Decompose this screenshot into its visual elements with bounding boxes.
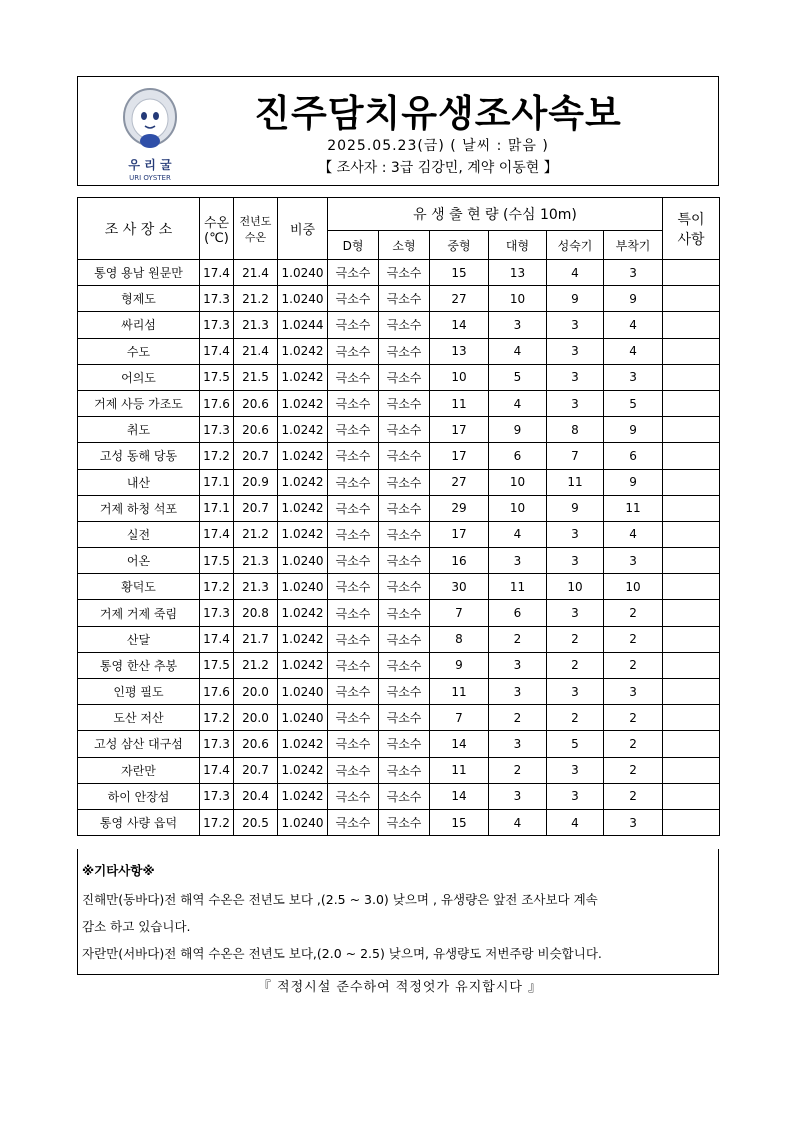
- data-cell: 9: [489, 417, 547, 443]
- data-cell: 3: [547, 679, 604, 705]
- notes-cell: [663, 469, 720, 495]
- data-cell: 극소수: [379, 757, 430, 783]
- data-cell: 극소수: [379, 783, 430, 809]
- notes-line: 자란만(서바다)전 해역 수온은 전년도 보다,(2.0 ~ 2.5) 낮으며, 유생량도 저번주랑 비슷합니다.: [82, 946, 602, 961]
- col-header-density: 비중: [278, 198, 328, 260]
- data-cell: 극소수: [328, 286, 379, 312]
- data-cell: 극소수: [328, 809, 379, 835]
- data-cell: 21.3: [234, 312, 278, 338]
- data-cell: 27: [430, 469, 489, 495]
- data-cell: 2: [604, 731, 663, 757]
- table-row: [78, 783, 720, 809]
- data-cell: 1.0242: [278, 626, 328, 652]
- data-cell: 10: [489, 495, 547, 521]
- data-cell: 11: [489, 574, 547, 600]
- data-cell: 21.3: [234, 548, 278, 574]
- data-cell: 20.7: [234, 443, 278, 469]
- location-cell: 거제 하청 석포: [78, 495, 200, 521]
- data-cell: 1.0242: [278, 495, 328, 521]
- data-cell: 7: [430, 600, 489, 626]
- table-row: [78, 731, 720, 757]
- data-cell: 1.0242: [278, 469, 328, 495]
- data-cell: 2: [547, 652, 604, 678]
- data-cell: 17.3: [200, 731, 234, 757]
- data-cell: 극소수: [379, 338, 430, 364]
- data-cell: 2: [604, 705, 663, 731]
- data-cell: 2: [604, 783, 663, 809]
- data-cell: 극소수: [379, 626, 430, 652]
- notes-cell: [663, 260, 720, 286]
- data-cell: 21.3: [234, 574, 278, 600]
- data-cell: 1.0242: [278, 731, 328, 757]
- notes-cell: [663, 390, 720, 416]
- surveyor-line: 【 조사자 : 3급 김강민, 계약 이동현 】: [318, 160, 558, 176]
- data-cell: 1.0240: [278, 548, 328, 574]
- data-cell: 3: [489, 652, 547, 678]
- data-cell: 20.7: [234, 495, 278, 521]
- data-cell: 17.3: [200, 600, 234, 626]
- col-header-location: 조 사 장 소: [78, 198, 200, 260]
- notes-cell: [663, 679, 720, 705]
- data-cell: 16: [430, 548, 489, 574]
- col-header-temp: 수온 (℃): [200, 198, 234, 260]
- data-cell: 20.9: [234, 469, 278, 495]
- data-cell: 11: [604, 495, 663, 521]
- data-cell: 14: [430, 312, 489, 338]
- data-cell: 17.4: [200, 338, 234, 364]
- table-row: [78, 521, 720, 547]
- data-cell: 1.0242: [278, 338, 328, 364]
- data-cell: 21.4: [234, 260, 278, 286]
- data-cell: 극소수: [379, 417, 430, 443]
- data-cell: 5: [489, 364, 547, 390]
- notes-cell: [663, 600, 720, 626]
- data-cell: 극소수: [379, 469, 430, 495]
- data-cell: 17.5: [200, 548, 234, 574]
- data-cell: 극소수: [379, 731, 430, 757]
- data-cell: 1.0240: [278, 679, 328, 705]
- table-row: [78, 679, 720, 705]
- data-cell: 3: [489, 731, 547, 757]
- location-cell: 산달: [78, 626, 200, 652]
- data-cell: 극소수: [379, 809, 430, 835]
- data-cell: 21.5: [234, 364, 278, 390]
- location-cell: 내산: [78, 469, 200, 495]
- table-row: [78, 417, 720, 443]
- location-cell: 실전: [78, 521, 200, 547]
- col-header-prev-temp: 전년도 수온: [234, 198, 278, 260]
- data-cell: 3: [604, 364, 663, 390]
- data-cell: 3: [604, 548, 663, 574]
- data-cell: 2: [604, 757, 663, 783]
- notes-line: 진해만(동바다)전 해역 수온은 전년도 보다 ,(2.5 ~ 3.0) 낮으며 , 유생량은 앞전 조사보다 계속: [82, 892, 598, 907]
- data-cell: 4: [604, 312, 663, 338]
- table-row: [78, 443, 720, 469]
- col-subheader: 소형: [379, 231, 430, 260]
- location-cell: 자란만: [78, 757, 200, 783]
- data-cell: 17.2: [200, 443, 234, 469]
- location-cell: 도산 저산: [78, 705, 200, 731]
- data-cell: 3: [604, 260, 663, 286]
- data-cell: 14: [430, 783, 489, 809]
- table-row: [78, 469, 720, 495]
- notes-cell: [663, 312, 720, 338]
- data-cell: 3: [604, 679, 663, 705]
- data-cell: 3: [489, 312, 547, 338]
- location-cell: 통영 용남 원문만: [78, 260, 200, 286]
- data-cell: 10: [604, 574, 663, 600]
- data-cell: 17.6: [200, 679, 234, 705]
- data-cell: 극소수: [328, 338, 379, 364]
- table-row: [78, 364, 720, 390]
- uri-oyster-logo: [110, 83, 190, 183]
- notes-cell: [663, 652, 720, 678]
- col-header-notes: 특이 사항: [663, 198, 720, 260]
- data-cell: 20.0: [234, 679, 278, 705]
- data-cell: 8: [430, 626, 489, 652]
- data-cell: 4: [547, 260, 604, 286]
- data-cell: 극소수: [379, 521, 430, 547]
- data-cell: 17: [430, 417, 489, 443]
- data-cell: 3: [489, 679, 547, 705]
- table-row: [78, 574, 720, 600]
- data-cell: 1.0242: [278, 652, 328, 678]
- notes-cell: [663, 548, 720, 574]
- data-cell: 8: [547, 417, 604, 443]
- data-cell: 17.1: [200, 495, 234, 521]
- data-cell: 17.5: [200, 652, 234, 678]
- data-cell: 극소수: [328, 705, 379, 731]
- data-cell: 극소수: [379, 260, 430, 286]
- data-cell: 1.0242: [278, 390, 328, 416]
- data-cell: 3: [547, 548, 604, 574]
- location-cell: 거제 사등 가조도: [78, 390, 200, 416]
- data-cell: 17.3: [200, 783, 234, 809]
- table-row: [78, 390, 720, 416]
- data-cell: 2: [604, 626, 663, 652]
- data-cell: 20.8: [234, 600, 278, 626]
- data-cell: 1.0240: [278, 574, 328, 600]
- data-cell: 1.0242: [278, 364, 328, 390]
- data-cell: 3: [604, 809, 663, 835]
- data-cell: 9: [604, 286, 663, 312]
- data-cell: 3: [547, 757, 604, 783]
- data-cell: 2: [489, 757, 547, 783]
- data-cell: 1.0242: [278, 417, 328, 443]
- data-cell: 15: [430, 809, 489, 835]
- col-subheader: 부착기: [604, 231, 663, 260]
- data-cell: 4: [604, 521, 663, 547]
- location-cell: 취도: [78, 417, 200, 443]
- data-cell: 17.4: [200, 757, 234, 783]
- data-cell: 13: [430, 338, 489, 364]
- data-cell: 1.0240: [278, 809, 328, 835]
- col-subheader: D형: [328, 231, 379, 260]
- data-cell: 10: [547, 574, 604, 600]
- notes-section: [77, 849, 719, 975]
- data-cell: 극소수: [328, 469, 379, 495]
- data-cell: 2: [604, 600, 663, 626]
- notes-cell: [663, 521, 720, 547]
- data-cell: 6: [489, 600, 547, 626]
- table-row: [78, 652, 720, 678]
- data-cell: 17.4: [200, 521, 234, 547]
- data-cell: 20.6: [234, 417, 278, 443]
- data-cell: 극소수: [379, 495, 430, 521]
- data-cell: 2: [547, 626, 604, 652]
- notes-cell: [663, 705, 720, 731]
- data-cell: 4: [604, 338, 663, 364]
- data-cell: 21.7: [234, 626, 278, 652]
- data-cell: 1.0242: [278, 443, 328, 469]
- table-row: [78, 312, 720, 338]
- data-cell: 5: [547, 731, 604, 757]
- data-cell: 극소수: [328, 679, 379, 705]
- location-cell: 하이 안장섬: [78, 783, 200, 809]
- location-cell: 수도: [78, 338, 200, 364]
- data-cell: 극소수: [328, 626, 379, 652]
- notes-heading: ※기타사항※: [82, 863, 155, 878]
- data-cell: 15: [430, 260, 489, 286]
- data-cell: 극소수: [328, 521, 379, 547]
- data-cell: 6: [604, 443, 663, 469]
- data-cell: 29: [430, 495, 489, 521]
- data-cell: 극소수: [328, 417, 379, 443]
- data-cell: 1.0240: [278, 260, 328, 286]
- data-cell: 7: [430, 705, 489, 731]
- data-cell: 2: [489, 626, 547, 652]
- table-row: [78, 757, 720, 783]
- table-row: [78, 600, 720, 626]
- data-cell: 극소수: [328, 652, 379, 678]
- data-cell: 1.0242: [278, 783, 328, 809]
- data-cell: 17.4: [200, 260, 234, 286]
- data-cell: 20.6: [234, 731, 278, 757]
- data-cell: 17.1: [200, 469, 234, 495]
- data-cell: 9: [547, 286, 604, 312]
- location-cell: 통영 한산 추봉: [78, 652, 200, 678]
- notes-cell: [663, 338, 720, 364]
- data-cell: 2: [547, 705, 604, 731]
- footer-slogan: 『 적정시설 준수하여 적정엇가 유지합시다 』: [257, 980, 543, 995]
- data-cell: 극소수: [328, 600, 379, 626]
- data-cell: 10: [489, 469, 547, 495]
- data-cell: 13: [489, 260, 547, 286]
- notes-cell: [663, 626, 720, 652]
- data-cell: 17.5: [200, 364, 234, 390]
- larvae-survey-table: [77, 197, 720, 836]
- data-cell: 극소수: [328, 260, 379, 286]
- location-cell: 어온: [78, 548, 200, 574]
- data-cell: 17: [430, 443, 489, 469]
- data-cell: 극소수: [379, 705, 430, 731]
- data-cell: 1.0240: [278, 286, 328, 312]
- location-cell: 통영 사량 읍덕: [78, 809, 200, 835]
- col-subheader: 성숙기: [547, 231, 604, 260]
- data-cell: 20.6: [234, 390, 278, 416]
- data-cell: 5: [604, 390, 663, 416]
- table-row: [78, 338, 720, 364]
- notes-cell: [663, 757, 720, 783]
- data-cell: 17.6: [200, 390, 234, 416]
- col-subheader: 대형: [489, 231, 547, 260]
- data-cell: 3: [489, 548, 547, 574]
- data-cell: 1.0242: [278, 600, 328, 626]
- notes-cell: [663, 783, 720, 809]
- data-cell: 극소수: [328, 495, 379, 521]
- location-cell: 어의도: [78, 364, 200, 390]
- table-row: [78, 626, 720, 652]
- data-cell: 20.4: [234, 783, 278, 809]
- data-cell: 3: [547, 600, 604, 626]
- location-cell: 고성 동해 당동: [78, 443, 200, 469]
- data-cell: 3: [547, 521, 604, 547]
- data-cell: 1.0240: [278, 705, 328, 731]
- data-cell: 극소수: [328, 443, 379, 469]
- location-cell: 황덕도: [78, 574, 200, 600]
- data-cell: 4: [547, 809, 604, 835]
- data-cell: 극소수: [379, 548, 430, 574]
- data-cell: 4: [489, 390, 547, 416]
- data-cell: 4: [489, 809, 547, 835]
- notes-line: 감소 하고 있습니다.: [82, 919, 191, 934]
- data-cell: 극소수: [328, 364, 379, 390]
- oyster-mascot-icon: [110, 83, 190, 183]
- data-cell: 극소수: [328, 548, 379, 574]
- table-row: [78, 495, 720, 521]
- data-cell: 3: [547, 312, 604, 338]
- data-cell: 9: [604, 417, 663, 443]
- data-cell: 14: [430, 731, 489, 757]
- data-cell: 극소수: [379, 443, 430, 469]
- data-cell: 극소수: [328, 390, 379, 416]
- data-cell: 6: [489, 443, 547, 469]
- data-cell: 20.5: [234, 809, 278, 835]
- report-header: [77, 76, 719, 186]
- data-cell: 30: [430, 574, 489, 600]
- data-cell: 11: [430, 390, 489, 416]
- page-title: 진주담치유생조사속보: [254, 92, 622, 135]
- data-cell: 극소수: [328, 783, 379, 809]
- data-cell: 극소수: [379, 312, 430, 338]
- data-cell: 21.2: [234, 286, 278, 312]
- data-cell: 극소수: [379, 574, 430, 600]
- notes-cell: [663, 286, 720, 312]
- notes-cell: [663, 731, 720, 757]
- data-cell: 1.0244: [278, 312, 328, 338]
- data-cell: 극소수: [379, 652, 430, 678]
- table-row: [78, 286, 720, 312]
- data-cell: 10: [489, 286, 547, 312]
- location-cell: 고성 삼산 대구섬: [78, 731, 200, 757]
- notes-cell: [663, 417, 720, 443]
- location-cell: 거제 거제 죽림: [78, 600, 200, 626]
- data-cell: 21.2: [234, 652, 278, 678]
- data-cell: 10: [430, 364, 489, 390]
- data-cell: 극소수: [328, 757, 379, 783]
- notes-cell: [663, 574, 720, 600]
- data-cell: 2: [489, 705, 547, 731]
- data-cell: 극소수: [379, 286, 430, 312]
- data-cell: 11: [430, 679, 489, 705]
- data-cell: 21.4: [234, 338, 278, 364]
- table-row: [78, 705, 720, 731]
- data-cell: 3: [547, 783, 604, 809]
- data-cell: 17.3: [200, 417, 234, 443]
- data-cell: 17.2: [200, 705, 234, 731]
- data-cell: 극소수: [328, 731, 379, 757]
- table-row: [78, 260, 720, 286]
- data-cell: 9: [547, 495, 604, 521]
- data-cell: 20.0: [234, 705, 278, 731]
- data-cell: 17.3: [200, 312, 234, 338]
- location-cell: 형제도: [78, 286, 200, 312]
- location-cell: 싸리섬: [78, 312, 200, 338]
- data-cell: 3: [547, 338, 604, 364]
- data-cell: 2: [604, 652, 663, 678]
- data-cell: 1.0242: [278, 757, 328, 783]
- data-cell: 7: [547, 443, 604, 469]
- data-cell: 3: [547, 390, 604, 416]
- data-cell: 11: [547, 469, 604, 495]
- col-header-larvae: 유 생 출 현 량 (수심 10m): [328, 198, 663, 231]
- data-cell: 9: [430, 652, 489, 678]
- svg-text:우 리 굴: 우 리 굴: [128, 158, 172, 172]
- data-cell: 3: [489, 783, 547, 809]
- data-cell: 극소수: [379, 679, 430, 705]
- data-cell: 17.2: [200, 809, 234, 835]
- svg-text:URI OYSTER: URI OYSTER: [129, 174, 171, 182]
- table-row: [78, 548, 720, 574]
- data-cell: 9: [604, 469, 663, 495]
- data-cell: 17: [430, 521, 489, 547]
- col-subheader: 중형: [430, 231, 489, 260]
- notes-cell: [663, 364, 720, 390]
- data-cell: 27: [430, 286, 489, 312]
- data-cell: 극소수: [328, 574, 379, 600]
- data-cell: 21.2: [234, 521, 278, 547]
- data-cell: 17.4: [200, 626, 234, 652]
- data-cell: 11: [430, 757, 489, 783]
- notes-cell: [663, 495, 720, 521]
- notes-cell: [663, 809, 720, 835]
- notes-cell: [663, 443, 720, 469]
- data-cell: 17.2: [200, 574, 234, 600]
- data-cell: 1.0242: [278, 521, 328, 547]
- data-cell: 극소수: [328, 312, 379, 338]
- data-cell: 극소수: [379, 600, 430, 626]
- data-cell: 17.3: [200, 286, 234, 312]
- data-cell: 20.7: [234, 757, 278, 783]
- data-cell: 극소수: [379, 390, 430, 416]
- data-cell: 4: [489, 521, 547, 547]
- date-weather-line: 2025.05.23(금) ( 날씨 : 맑음 ): [327, 138, 549, 154]
- table-row: [78, 809, 720, 835]
- data-cell: 극소수: [379, 364, 430, 390]
- location-cell: 인평 필도: [78, 679, 200, 705]
- data-cell: 3: [547, 364, 604, 390]
- data-cell: 4: [489, 338, 547, 364]
